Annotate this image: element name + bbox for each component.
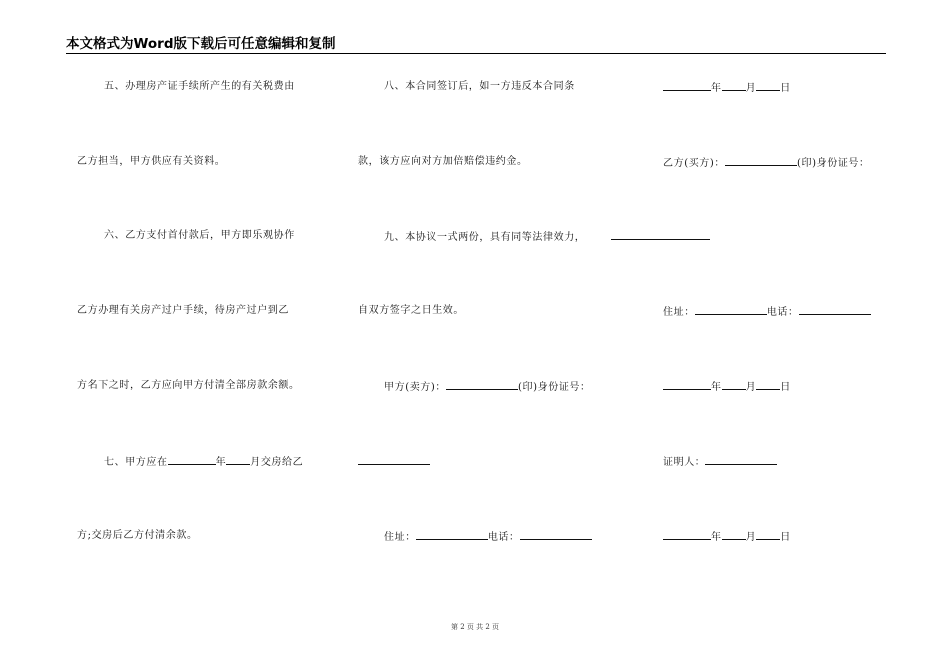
buyer-phone-label: 电话： [766, 307, 799, 318]
left-line-7: 方;交房后乙方付清余款。 [77, 530, 198, 541]
seller-address-blank [416, 529, 488, 540]
buyer-id-label: (印)身份证号： [797, 158, 870, 169]
date3-day-blank [756, 529, 780, 540]
right-line-5 [663, 379, 791, 395]
date1-day-blank [756, 80, 780, 91]
left-line-3: 六、乙方支付首付款后，甲方即乐观协作 [104, 230, 295, 241]
witness-label: 证明人： [663, 457, 706, 468]
date1-month-blank [722, 80, 746, 91]
seller-blank [446, 379, 518, 390]
middle-line-7 [384, 529, 592, 545]
middle-line-4: 自双方签字之日生效。 [358, 305, 464, 316]
date2-year: 年 [711, 382, 722, 393]
date3-year: 年 [711, 532, 722, 543]
buyer-phone-blank [799, 304, 871, 315]
right-line-1 [663, 80, 791, 96]
year-blank [168, 454, 216, 465]
page-header-title: 本文格式为Word版下载后可任意编辑和复制 [66, 36, 336, 52]
date1-day: 日 [780, 83, 791, 94]
buyer-blank [725, 155, 797, 166]
buyer-address-label: 住址： [663, 307, 695, 318]
right-line-7 [663, 529, 791, 545]
month-blank [226, 454, 250, 465]
date2-month-blank [722, 379, 746, 390]
date2-year-blank [663, 379, 711, 390]
middle-line-1: 八、本合同签订后，如一方违反本合同条 [384, 81, 575, 92]
right-line-4 [663, 304, 871, 320]
left-line-6-a: 七、甲方应在 [104, 457, 168, 468]
middle-line-5 [384, 379, 591, 395]
buyer-id-blank [638, 229, 710, 240]
date2-month: 月 [745, 382, 757, 393]
left-line-2: 乙方担当，甲方供应有关资料。 [77, 156, 226, 167]
date3-month: 月 [745, 532, 757, 543]
date1-month: 月 [745, 83, 757, 94]
left-line-6 [104, 454, 303, 470]
right-line-6 [663, 454, 777, 470]
date1-year: 年 [711, 83, 722, 94]
date2-day: 日 [780, 382, 791, 393]
seller-id-label: (印)身份证号： [518, 382, 591, 393]
left-line-6-b: 年 [215, 457, 227, 468]
header-divider [66, 53, 886, 54]
left-line-4: 乙方办理有关房产过户手续，待房产过户到乙 [77, 305, 289, 316]
page-number: 第 2 页 共 2 页 [450, 623, 500, 631]
left-line-5: 方名下之时，乙方应向甲方付清全部房款余额。 [77, 380, 300, 391]
witness-blank [705, 454, 777, 465]
date3-day: 日 [780, 532, 791, 543]
buyer-label: 乙方(买方)： [663, 158, 726, 169]
right-line-3 [638, 229, 710, 245]
left-line-6-c: 月交房给乙 [250, 457, 304, 468]
right-line-2 [663, 155, 870, 171]
seller-label: 甲方(卖方)： [384, 382, 447, 393]
seller-address-label: 住址： [384, 532, 416, 543]
seller-id-blank [358, 454, 430, 465]
middle-line-6 [358, 454, 430, 470]
seller-phone-blank [520, 529, 592, 540]
date1-year-blank [663, 80, 711, 91]
date3-month-blank [722, 529, 746, 540]
seller-phone-label: 电话： [487, 532, 520, 543]
date2-day-blank [756, 379, 780, 390]
left-line-1: 五、办理房产证手续所产生的有关税费由 [104, 81, 295, 92]
middle-line-2: 款，该方应向对方加倍赔偿违约金。 [358, 156, 528, 167]
middle-line-3-text: 九、本协议一式两份，具有同等法律效力， [384, 232, 586, 243]
date3-year-blank [663, 529, 711, 540]
buyer-address-blank [695, 304, 767, 315]
